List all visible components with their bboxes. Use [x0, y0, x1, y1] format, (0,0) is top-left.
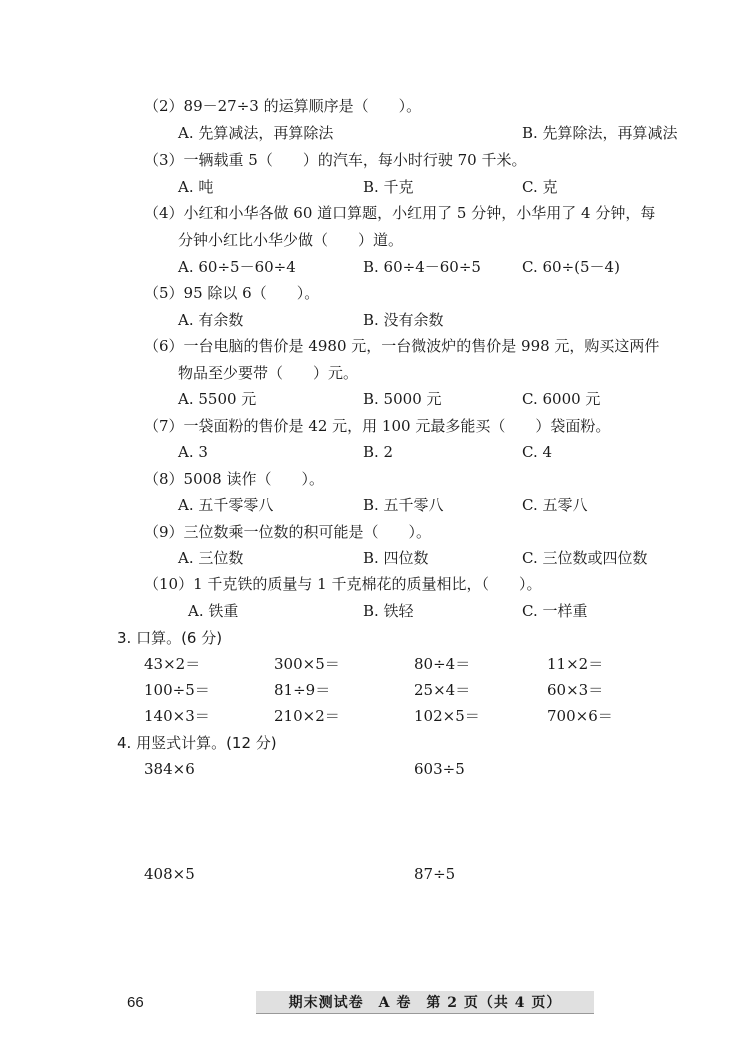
question-4-option-a[interactable]: A. 60÷5－60÷4 [178, 258, 296, 276]
question-6-option-b[interactable]: B. 5000 元 [363, 390, 442, 408]
question-2-option-a[interactable]: A. 先算减法，再算除法 [178, 124, 334, 142]
question-9-option-c[interactable]: C. 三位数或四位数 [522, 549, 648, 567]
question-5-stem: （5）95 除以 6（ ）。 [144, 284, 320, 302]
mental-calc-item: 140×3＝ [144, 707, 210, 725]
mental-calc-item: 300×5＝ [274, 655, 340, 673]
mental-calc-item: 102×5＝ [414, 707, 480, 725]
question-4-option-c[interactable]: C. 60÷(5－4) [522, 258, 620, 276]
question-8-option-a[interactable]: A. 五千零零八 [178, 496, 274, 514]
vertical-calc-problem: 408×5 [144, 865, 195, 883]
question-3-option-b[interactable]: B. 千克 [363, 178, 414, 196]
question-10-option-c[interactable]: C. 一样重 [522, 602, 588, 620]
footer-label: 期末测试卷 A 卷 第 2 页（共 4 页） [256, 991, 594, 1014]
question-4-option-b[interactable]: B. 60÷4－60÷5 [363, 258, 481, 276]
question-10-option-b[interactable]: B. 铁轻 [363, 602, 414, 620]
question-4-stem-cont: 分钟小红比小华少做（ ）道。 [178, 231, 404, 249]
question-10-stem: （10）1 千克铁的质量与 1 千克棉花的质量相比，（ ）。 [144, 575, 542, 593]
question-4-stem: （4）小红和小华各做 60 道口算题，小红用了 5 分钟，小华用了 4 分钟，每 [144, 204, 656, 222]
question-7-option-a[interactable]: A. 3 [178, 443, 208, 461]
mental-calc-item: 43×2＝ [144, 655, 201, 673]
mental-calc-item: 80÷4＝ [414, 655, 471, 673]
question-8-stem: （8）5008 读作（ ）。 [144, 470, 324, 488]
question-8-option-b[interactable]: B. 五千零八 [363, 496, 444, 514]
mental-calc-item: 210×2＝ [274, 707, 340, 725]
vertical-calc-problem: 87÷5 [414, 865, 456, 883]
question-9-stem: （9）三位数乘一位数的积可能是（ ）。 [144, 523, 432, 541]
question-6-option-a[interactable]: A. 5500 元 [178, 390, 257, 408]
question-6-option-c[interactable]: C. 6000 元 [522, 390, 601, 408]
question-3-stem: （3）一辆载重 5（ ）的汽车，每小时行驶 70 千米。 [144, 151, 527, 169]
question-5-option-b[interactable]: B. 没有余数 [363, 311, 444, 329]
page-number: 66 [127, 994, 144, 1011]
question-9-option-b[interactable]: B. 四位数 [363, 549, 429, 567]
question-6-stem: （6）一台电脑的售价是 4980 元，一台微波炉的售价是 998 元，购买这两件 [144, 337, 660, 355]
mental-calc-item: 81÷9＝ [274, 681, 331, 699]
mental-calc-item: 60×3＝ [547, 681, 604, 699]
question-2-stem: （2）89－27÷3 的运算顺序是（ ）。 [144, 97, 422, 115]
section-4-title: 4. 用竖式计算。(12 分) [117, 734, 277, 752]
question-5-option-a[interactable]: A. 有余数 [178, 311, 244, 329]
question-3-option-c[interactable]: C. 克 [522, 178, 558, 196]
vertical-calc-problem: 603÷5 [414, 760, 465, 778]
section-3-title: 3. 口算。(6 分) [117, 629, 223, 647]
question-7-option-b[interactable]: B. 2 [363, 443, 394, 461]
question-3-option-a[interactable]: A. 吨 [178, 178, 214, 196]
mental-calc-item: 100÷5＝ [144, 681, 210, 699]
mental-calc-item: 700×6＝ [547, 707, 613, 725]
vertical-calc-problem: 384×6 [144, 760, 195, 778]
question-6-stem-cont: 物品至少要带（ ）元。 [178, 364, 359, 382]
mental-calc-item: 25×4＝ [414, 681, 471, 699]
question-9-option-a[interactable]: A. 三位数 [178, 549, 244, 567]
mental-calc-item: 11×2＝ [547, 655, 604, 673]
question-2-option-b[interactable]: B. 先算除法，再算减法 [522, 124, 678, 142]
question-7-option-c[interactable]: C. 4 [522, 443, 553, 461]
question-10-option-a[interactable]: A. 铁重 [188, 602, 239, 620]
question-7-stem: （7）一袋面粉的售价是 42 元，用 100 元最多能买（ ）袋面粉。 [144, 417, 611, 435]
question-8-option-c[interactable]: C. 五零八 [522, 496, 588, 514]
